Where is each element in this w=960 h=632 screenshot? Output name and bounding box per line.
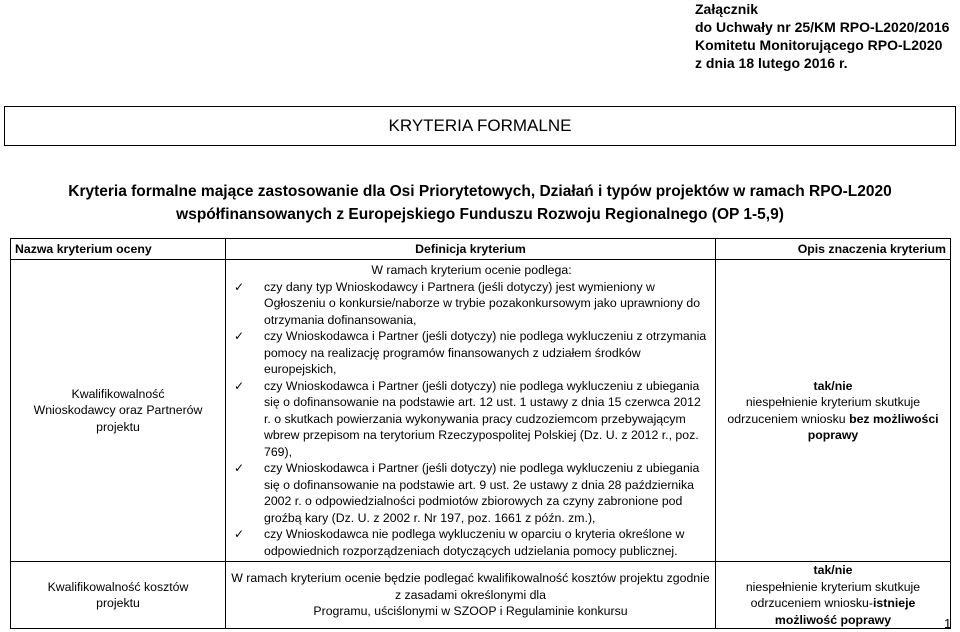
criterion-name: Kwalifikowalność kosztów [47,579,189,594]
definition-text: z zasadami określonymi dla [394,587,547,602]
criterion-description-text [720,595,946,612]
table-row [11,562,951,629]
section-banner [4,106,956,146]
criterion-definition-cell [226,562,716,629]
subtitle-line: współfinansowanych z Europejskiego Funduszu Rozwoju Regionalnego (OP 1-5,9) [176,206,784,223]
criterion-definition-cell [226,260,716,562]
criterion-value: tak/nie [813,563,853,577]
checklist-item [232,378,711,461]
definition-text: W ramach kryterium ocenie będzie podlegać kwalifikowalność kosztów projektu zgodnie [231,571,710,586]
criterion-name-cell [11,260,226,562]
criterion-description-text: niespełnienie kryterium skutkuje [745,395,921,409]
checklist-text: czy Wnioskodawca i Partner (jeśli dotyczy) nie podlega wykluczeniu z ubiegania się o dofinansowanie na podstawie art. 12 ust. 1 ustawy z dnia 15 czerwca 2012 r. o skutkach powierzania wykonywania pracy cudzoziemcom przebywającym wbrew przepisom na terytorium Rzeczypospolitej Polskiej (Dz. U. z 2012 r., poz. 769), [264,378,701,459]
criterion-description-text: odrzuceniem wniosku [727,411,850,426]
header-criterion-description: Opis znaczenia kryterium [716,239,951,260]
document-subtitle [0,180,960,226]
check-icon: ✓ [234,378,245,393]
criterion-description-emphasis: możliwość poprawy [774,612,892,627]
table-header-row [11,239,951,260]
check-icon: ✓ [234,329,245,343]
criterion-description-emphasis: bez możliwości poprawy [807,411,939,442]
check-icon: ✓ [234,279,245,294]
checklist-text: czy dany typ Wnioskodawcy i Partnera (jeśli dotyczy) jest wymieniony w Ogłoszeniu o konkursie/naborze w trybie pozakonkursowym jako uprawniony do otrzymania dofinansowania, [264,279,701,327]
checklist-item [232,460,711,526]
table-row [11,260,951,562]
checklist-item [232,328,711,378]
definition-text: Programu, uściślonymi w SZOOP i Regulaminie konkursu [313,604,628,619]
criterion-name-cell [11,562,226,629]
annex-line: do Uchwały nr 25/KM RPO-L2020/2016 [695,19,950,35]
checklist-item [232,526,711,559]
page-number: 1 [944,616,952,631]
subtitle-line: Kryteria formalne mające zastosowanie dla Osi Priorytetowych, Działań i typów projektów w ramach RPO-L2020 [68,183,892,200]
criterion-description-text: niespełnienie kryterium skutkuje [745,579,921,594]
annex-line: Załącznik [695,1,759,17]
banner-title: KRYTERIA FORMALNE [388,116,572,135]
criterion-description-text [720,411,946,444]
criterion-value: tak/nie [813,378,853,393]
definition-checklist [232,279,711,560]
annex-header [695,0,949,72]
check-icon: ✓ [234,527,245,541]
criterion-name: Wnioskodawcy oraz Partnerów [33,403,203,418]
criteria-table [10,238,951,629]
criterion-name: projektu [96,419,140,434]
header-criterion-name: Nazwa kryterium oceny [11,239,226,260]
criterion-description-cell [716,562,951,629]
annex-line: z dnia 18 lutego 2016 r. [695,55,848,71]
criterion-description-emphasis: istnieje [872,596,916,610]
definition-intro: W ramach kryterium ocenie podlega: [371,263,572,277]
checklist-text: czy Wnioskodawca nie podlega wykluczeniu w oparciu o kryteria określone w odpowiednich rozporządzeniach dotyczących udzielania pomocy publicznej. [264,527,685,558]
checklist-item [232,279,711,329]
checklist-text: czy Wnioskodawca i Partner (jeśli dotyczy) nie podlega wykluczeniu z ubiegania się o dofinansowanie na podstawie art. 9 ust. 2e ustawy z dnia 28 października 2002 r. o odpowiedzialności podmiotów zbiorowych za czyny zabronione pod groźbą kary (Dz. U. z 2002 r. Nr 197, poz. 1661 z późn. zm.), [264,461,700,525]
annex-line: Komitetu Monitorującego RPO-L2020 [695,37,943,53]
criterion-name: Kwalifikowalność [71,386,165,401]
criterion-description-cell [716,260,951,562]
checklist-text: czy Wnioskodawca i Partner (jeśli dotyczy) nie podlega wykluczeniu z otrzymania pomocy na realizację programów finansowanych z udziałem środków europejskich, [264,329,707,376]
criterion-name: projektu [96,596,140,610]
criterion-description-text: odrzuceniem wniosku- [750,596,873,610]
header-criterion-definition: Definicja kryterium [226,239,716,260]
check-icon: ✓ [234,461,245,475]
